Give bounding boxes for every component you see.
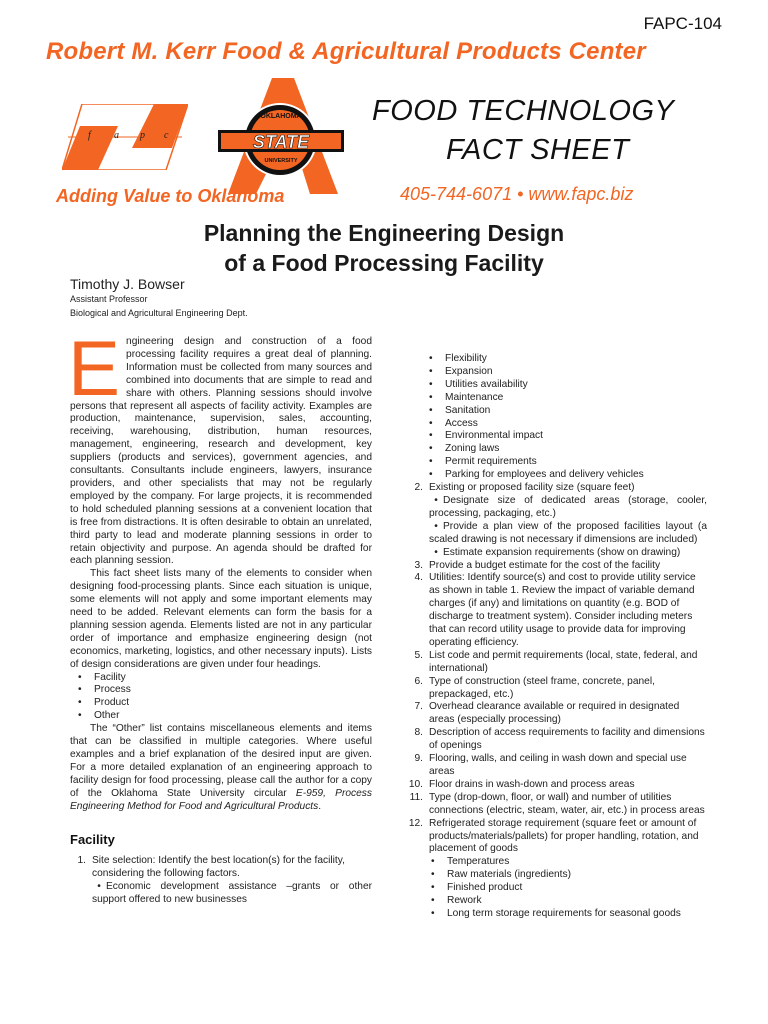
list-item: [70, 855, 372, 907]
paragraph-3: [70, 723, 372, 813]
item-number: 4.: [414, 572, 423, 584]
item-text: Existing or proposed facility size (square feet): [429, 482, 635, 494]
list-item: • Utilities availability: [419, 379, 707, 392]
tagline: Adding Value to Oklahoma: [56, 186, 285, 206]
list-item: • Expansion: [419, 366, 707, 379]
list-item: • Sanitation: [419, 405, 707, 418]
sheet-title-line2: FACT SHEET: [446, 134, 630, 166]
sub-item: • Economic development assistance –grants or other support offered to new businesses: [92, 881, 372, 906]
article-title-line1: Planning the Engineering Design: [203, 220, 565, 246]
fapc-letter-p: p: [140, 130, 145, 141]
sub-item-text: Designate size of dedicated areas (storage, cooler, processing, packaging, etc.): [429, 494, 707, 519]
list-item: [407, 560, 707, 573]
list-item: [407, 779, 707, 792]
item-number: 2.: [414, 482, 423, 494]
list-item: • Process: [70, 684, 372, 697]
list-item: [407, 792, 707, 818]
list-item: • Maintenance: [419, 392, 707, 405]
item-text: Type of construction (steel frame, concrete, panel, prepackaged, etc.): [429, 675, 655, 700]
list-item: • Product: [70, 697, 372, 710]
section-heading-facility: Facility: [70, 831, 115, 847]
list-item: • Zoning laws: [419, 443, 707, 456]
list-item: [407, 572, 707, 649]
item-text: Type (drop-down, floor, or wall) and number of utilities connections (electric, steam, water, air, etc.) in process areas: [429, 791, 705, 816]
paragraph-3-end: .: [318, 800, 322, 812]
item-number: 11.: [409, 791, 423, 803]
intro-text: ngineering design and construction of a food processing facility requires a great deal of planning. Information must be collected from many sources and combined into documents that are simple to read and share with others. Planning sessions should involve persons that represent all aspects of facility activity. Examples are production, maintenance, supervision, sales, accounting, receiving, warehousing, distribution, human resources, management, engineering, research and development, key suppliers (products and services), government agencies, and consultants. Consultants include engineers, lawyers, insurance providers, and other specialists that may not be regularly employed by the company. For large projects, it is recommended to hold scheduled planning sessions at a convenient location that is free from distractions. It is often desirable to obtain an unrelated, third party to lead and moderate planning sessions in order to retain objectivity and purpose. An agenda should be drafted for each planning session.: [70, 336, 372, 567]
fact-sheet-code: FAPC-104: [643, 14, 722, 33]
facility-list-continued: [407, 482, 707, 921]
list-item: • Raw materials (ingredients): [429, 869, 707, 882]
sheet-title-line1: FOOD TECHNOLOGY: [372, 95, 675, 127]
list-item: [407, 701, 707, 727]
facility-list-start: [70, 855, 372, 907]
fapc-letter-a: a: [114, 130, 119, 141]
item-text: Site selection: Identify the best location(s) for the facility, considering the following factors.: [92, 855, 345, 880]
list-item: • Facility: [70, 672, 372, 685]
item-text: Description of access requirements to facility and dimensions of openings: [429, 727, 705, 752]
fapc-logo: [62, 104, 188, 170]
item-number: 12.: [408, 817, 423, 829]
list-item: • Other: [70, 710, 372, 723]
drop-cap: E: [68, 324, 121, 412]
sub-item-text: Estimate expansion requirements (show on drawing): [443, 546, 681, 558]
fapc-letter-f: f: [88, 130, 91, 141]
list-item: [407, 818, 707, 921]
item-number: 1.: [77, 855, 86, 867]
item-number: 5.: [414, 649, 423, 661]
list-item: • Parking for employees and delivery vehicles: [419, 469, 707, 482]
list-item: [407, 727, 707, 753]
list-item: [407, 753, 707, 779]
item-text: Utilities: Identify source(s) and cost to provide utility service as shown in table 1. Review the impact of variable demand charges (if any) and limitations on quantity (e.g. BOD of discharge to treatment system). Consider including meters that can record utility usage to provide data for improving operating efficiency.: [429, 572, 696, 648]
sub-item-text: Provide a plan view of the proposed facilities layout (a scaled drawing is not necessary if dimensions are included): [429, 520, 707, 545]
list-item: • Environmental impact: [419, 430, 707, 443]
osu-logo-top-text: OKLAHOMA: [260, 113, 302, 120]
item-number: 7.: [414, 701, 423, 713]
list-item: • Temperatures: [429, 856, 707, 869]
sub-item: • Estimate expansion requirements (show on drawing): [434, 546, 681, 558]
list-item: • Rework: [429, 895, 707, 908]
sheet-title: [372, 92, 702, 170]
item-number: 9.: [414, 753, 423, 765]
list-item: • Finished product: [429, 882, 707, 895]
osu-logo-main-text: STATE: [252, 132, 310, 152]
item-text: List code and permit requirements (local, state, federal, and international): [429, 649, 698, 674]
circular-reference: E-959, Process Engineering Method for Food and Agricultural Products: [70, 787, 372, 812]
list-item: • Long term storage requirements for seasonal goods: [429, 908, 707, 921]
item-number: 6.: [414, 675, 423, 687]
paragraph-2: This fact sheet lists many of the elements to consider when designing food-processing plants. Since each situation is unique, some elements will not apply and some important elements may need to be added. Relevant elements can form the basis for a planning session agenda. Elements listed are not in any particular order of importance and emphasize engineering design (not economics, marketing, logistics, and other necessary inputs). Lists of design considerations are given under four headings.: [70, 568, 372, 670]
item-number: 8.: [414, 727, 423, 739]
fapc-letter-c: c: [164, 130, 169, 141]
storage-sub-list: [429, 856, 707, 921]
intro-paragraph: [68, 324, 372, 568]
item-text: Flooring, walls, and ceiling in wash down and special use areas: [429, 753, 687, 777]
osu-logo-bottom-text: UNIVERSITY: [264, 158, 298, 164]
left-column: [68, 324, 372, 907]
paragraph-3-text: The “Other” list contains miscellaneous elements and items that can be classified in multiple categories. Where useful examples and a brief explanation of the desired input are given. For a more detailed explanation of an engineering approach to facility design for food processing, please call the author for a copy of the Oklahoma State University circular: [70, 723, 372, 799]
right-column: [407, 353, 707, 921]
item-text: Refrigerated storage requirement (square feet or amount of products/materials/pallets) for proper handling, rotation, and placement of goods: [429, 817, 699, 855]
list-item: [407, 482, 707, 559]
headings-list: [70, 672, 372, 724]
sub-item-text: Economic development assistance –grants or other support offered to new businesses: [92, 881, 372, 906]
site-factor-list: [419, 353, 707, 482]
sub-item: • Designate size of dedicated areas (storage, cooler, processing, packaging, etc.): [429, 494, 707, 519]
center-name: Robert M. Kerr Food & Agricultural Products Center: [46, 38, 646, 65]
list-item: [407, 676, 707, 702]
article-title: [60, 218, 708, 278]
list-item: [407, 650, 707, 676]
list-item: • Access: [419, 418, 707, 431]
sub-item: • Provide a plan view of the proposed facilities layout (a scaled drawing is not necessary if dimensions are included): [429, 520, 707, 545]
item-text: Overhead clearance available or required in designated areas (especially processing): [429, 701, 680, 726]
author-name: Timothy J. Bowser: [70, 276, 185, 292]
article-title-line2: of a Food Processing Facility: [224, 250, 544, 276]
list-item: • Flexibility: [419, 353, 707, 366]
author-title: Assistant Professor: [70, 294, 148, 304]
osu-logo: [214, 72, 348, 194]
item-text: Provide a budget estimate for the cost of the facility: [429, 559, 661, 571]
author-department: Biological and Agricultural Engineering Dept.: [70, 308, 248, 318]
item-text: Floor drains in wash-down and process areas: [429, 778, 635, 790]
item-number: 10.: [408, 778, 423, 790]
list-item: • Permit requirements: [419, 456, 707, 469]
contact-info: 405-744-6071 • www.fapc.biz: [400, 184, 634, 204]
item-number: 3.: [414, 559, 423, 571]
